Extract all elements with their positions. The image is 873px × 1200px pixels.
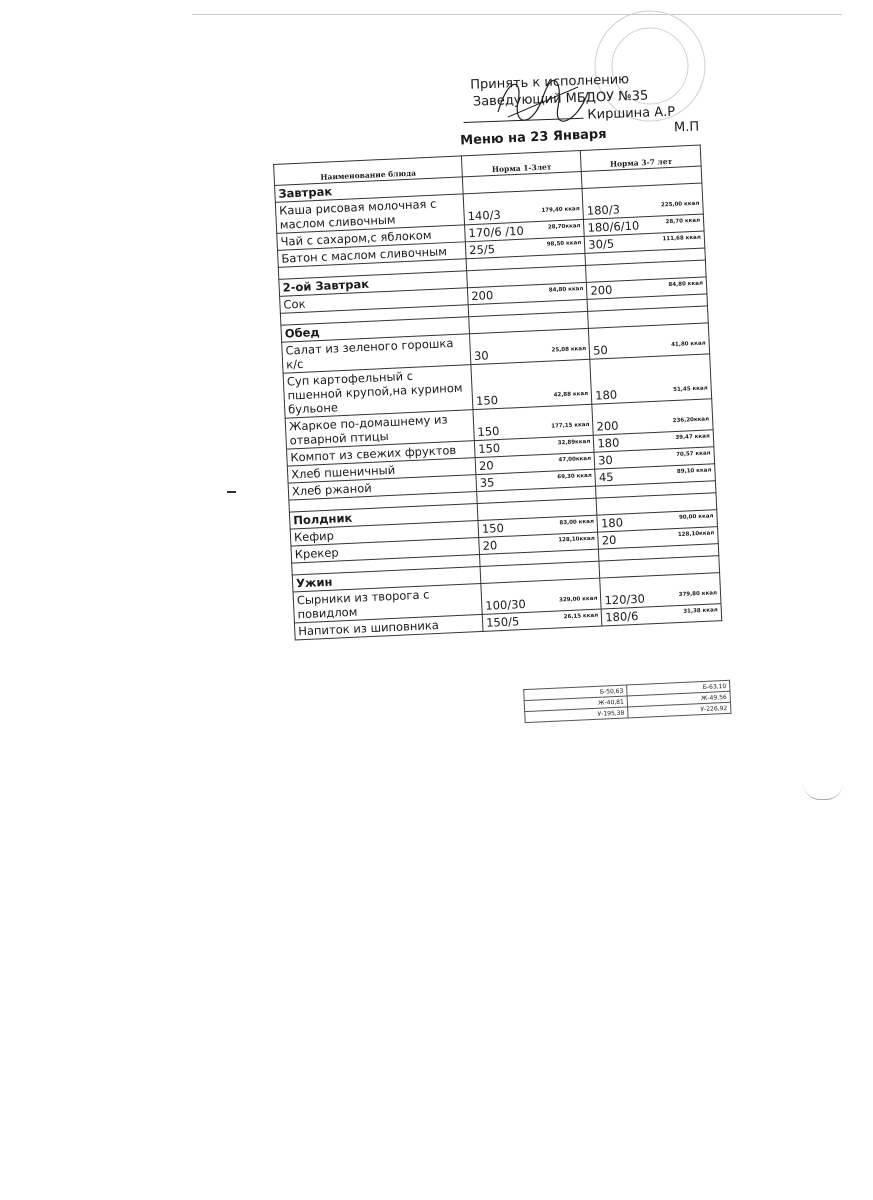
kcal-value: 31,38 ккал <box>683 607 718 615</box>
kcal-value: 25,08 ккал <box>551 345 587 354</box>
dish-name: Чай с сахаром,с яблоком <box>277 225 466 251</box>
portion-value: 180/3 <box>586 202 621 218</box>
approval-text: Принять к исполнению <box>470 72 630 93</box>
portion-value: 30 <box>473 348 489 364</box>
dish-name: Сок <box>280 288 469 314</box>
column-header-dish: Наименование блюда <box>274 156 463 186</box>
cell-norm-3-7 <box>590 354 712 404</box>
kcal-value: 128,10ккал <box>677 530 715 538</box>
dish-name: Суп картофельный с пшенной крупой,на курином бульоне <box>283 365 473 418</box>
kcal-value: 111,68 ккал <box>662 234 702 243</box>
total-value: Ж-49,56 <box>627 691 730 707</box>
head-name: Киршина А.Р <box>587 104 676 123</box>
kcal-value: 83,00 ккал <box>559 518 595 527</box>
column-header-norm-1-3: Норма 1-3лет <box>461 151 581 177</box>
menu-body <box>275 166 722 640</box>
kcal-value: 69,30 ккал <box>557 472 592 481</box>
portion-value: 150 <box>481 520 505 536</box>
kcal-value: 84,80 ккал <box>548 286 584 294</box>
portion-value: 180 <box>594 387 618 403</box>
kcal-value: 39,47 ккал <box>675 433 711 442</box>
portion-value: 170/6 /10 <box>468 223 525 241</box>
section-title: Полдник <box>289 504 478 530</box>
total-value: У-195,38 <box>525 707 628 723</box>
portion-value: 200 <box>596 418 619 434</box>
dish-name: Каша рисовая молочная с маслом сливочным <box>275 194 464 233</box>
kcal-value: 26,15 ккал <box>563 612 599 621</box>
portion-value: 20 <box>601 532 617 548</box>
section-title: Обед <box>281 317 470 343</box>
dish-name: Сырники из творога с повидлом <box>293 583 482 622</box>
dish-name: Хлеб ржаной <box>288 475 477 501</box>
portion-value: 180/6/10 <box>587 218 640 235</box>
kcal-value: 379,80 ккал <box>678 590 718 599</box>
kcal-value: 98,50 ккал <box>546 240 582 248</box>
dish-name: Крекер <box>291 538 480 564</box>
portion-value: 150 <box>477 440 501 456</box>
kcal-value: 236,20ккал <box>672 416 710 425</box>
dish-name: Компот из свежих фруктов <box>287 441 476 467</box>
kcal-value: 32,89ккал <box>557 438 591 447</box>
portion-value: 200 <box>471 288 494 304</box>
kcal-value: 179,40 ккал <box>541 206 580 214</box>
portion-value: 140/3 <box>467 207 502 224</box>
portion-value: 20 <box>478 458 494 473</box>
portion-value: 35 <box>479 475 495 490</box>
dish-name: Батон с маслом сливочным <box>278 242 467 268</box>
kcal-value: 84,80 ккал <box>668 280 704 289</box>
kcal-value: 89,10 ккал <box>676 467 712 475</box>
totals-table <box>523 680 731 723</box>
section-title: Завтрак <box>275 177 464 203</box>
portion-value: 100/30 <box>485 596 527 613</box>
menu-title: Меню на 23 Января <box>459 126 607 149</box>
signature-image <box>488 72 598 132</box>
total-value: У-226,92 <box>628 702 731 718</box>
seal-place-label: М.П <box>673 119 700 136</box>
portion-value: 50 <box>592 342 609 358</box>
section-title: 2-ой Завтрак <box>279 271 468 297</box>
kcal-value: 177,15 ккал <box>551 421 590 430</box>
portion-value: 45 <box>598 469 614 485</box>
kcal-value: 70,57 ккал <box>676 450 711 458</box>
kcal-value: 28,70ккал <box>547 223 581 231</box>
portion-value: 200 <box>590 282 613 298</box>
page-top-edge <box>192 14 842 15</box>
cell-norm-1-3 <box>471 359 592 409</box>
portion-value: 120/30 <box>604 591 646 608</box>
kcal-value: 90,00 ккал <box>678 513 714 521</box>
kcal-value: 41,80 ккал <box>671 340 706 349</box>
portion-value: 25/5 <box>468 242 496 258</box>
total-value: Ж-40,81 <box>524 696 627 712</box>
kcal-value: 28,70 ккал <box>665 217 701 226</box>
portion-value: 150 <box>475 393 499 409</box>
portion-value: 180 <box>600 515 624 531</box>
dish-name: Напиток из шиповника <box>294 614 483 640</box>
margin-mark <box>227 491 236 493</box>
portion-value: 30 <box>597 452 614 468</box>
head-title: Заведующий МБДОУ №35 <box>472 88 649 110</box>
portion-value: 30/5 <box>588 236 615 252</box>
total-value: Б-63,10 <box>627 680 730 696</box>
portion-value: 180 <box>597 435 620 451</box>
kcal-value: 47,00ккал <box>558 455 592 464</box>
menu-sheet <box>272 119 759 749</box>
dish-name: Хлеб пшеничный <box>287 458 476 484</box>
kcal-value: 128,10ккал <box>558 535 595 544</box>
total-value: Б-50,63 <box>524 685 627 701</box>
kcal-value: 329,00 ккал <box>558 595 598 604</box>
kcal-value: 42,88 ккал <box>553 390 589 399</box>
dish-name: Кефир <box>290 521 479 547</box>
portion-value: 20 <box>482 538 498 553</box>
menu-table <box>273 145 722 641</box>
portion-value: 180/6 <box>604 608 639 625</box>
kcal-value: 225,00 ккал <box>660 200 700 209</box>
section-title: Ужин <box>292 566 481 592</box>
portion-value: 150 <box>477 423 500 439</box>
kcal-value: 51,45 ккал <box>673 385 708 394</box>
dish-name: Салат из зеленого горошка к/с <box>282 334 471 373</box>
page-smudge <box>803 783 843 800</box>
dish-name: Жаркое по-домашнему из отварной птицы <box>285 410 474 449</box>
column-header-norm-3-7: Норма 3-7 лет <box>581 145 702 171</box>
portion-value: 150/5 <box>485 614 520 630</box>
